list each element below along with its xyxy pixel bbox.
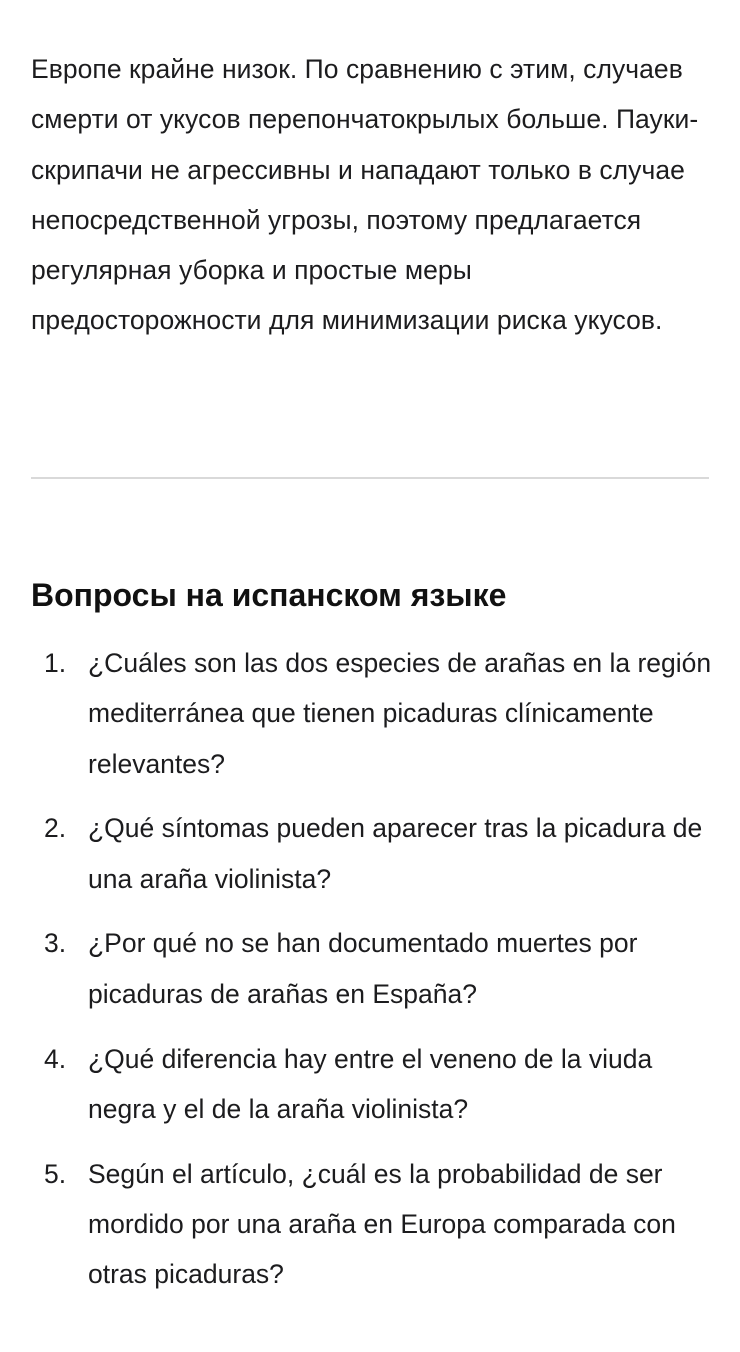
- question-item: [31, 1149, 720, 1300]
- question-number: 3.: [44, 928, 67, 959]
- question-item: [31, 638, 720, 789]
- question-text: ¿Cuáles son las dos especies de arañas en la región mediterránea que tienen picaduras clínicamente relevantes?: [88, 648, 712, 779]
- question-item: [31, 803, 720, 904]
- question-item: [31, 918, 720, 1019]
- question-text: ¿Qué síntomas pueden aparecer tras la picadura de una araña violinista?: [88, 813, 703, 894]
- article-paragraph: Европе крайне низок. По сравнению с этим, случаев смерти от укусов перепончатокрылых больше. Пауки-скрипачи не агрессивны и нападают только в случае непосредственной угрозы, поэтому предлагается регулярная уборка и простые меры предосторожности для минимизации риска укусов.: [31, 54, 699, 336]
- question-text: ¿Por qué no se han documentado muertes por picaduras de arañas en España?: [88, 928, 638, 1009]
- question-number: 2.: [44, 813, 67, 844]
- question-number: 1.: [44, 648, 67, 678]
- section-divider: [31, 477, 709, 479]
- question-number: 5.: [44, 1158, 67, 1189]
- question-text: Según el artículo, ¿cuál es la probabilidad de ser mordido por una araña en Europa comparada con otras picaduras?: [88, 1158, 676, 1290]
- questions-heading: Вопросы на испанском языке: [31, 577, 507, 613]
- question-text: ¿Qué diferencia hay entre el veneno de la viuda negra y el de la araña violinista?: [88, 1043, 653, 1124]
- question-item: [31, 1034, 720, 1135]
- questions-list: [31, 638, 720, 1314]
- question-number: 4.: [44, 1043, 67, 1074]
